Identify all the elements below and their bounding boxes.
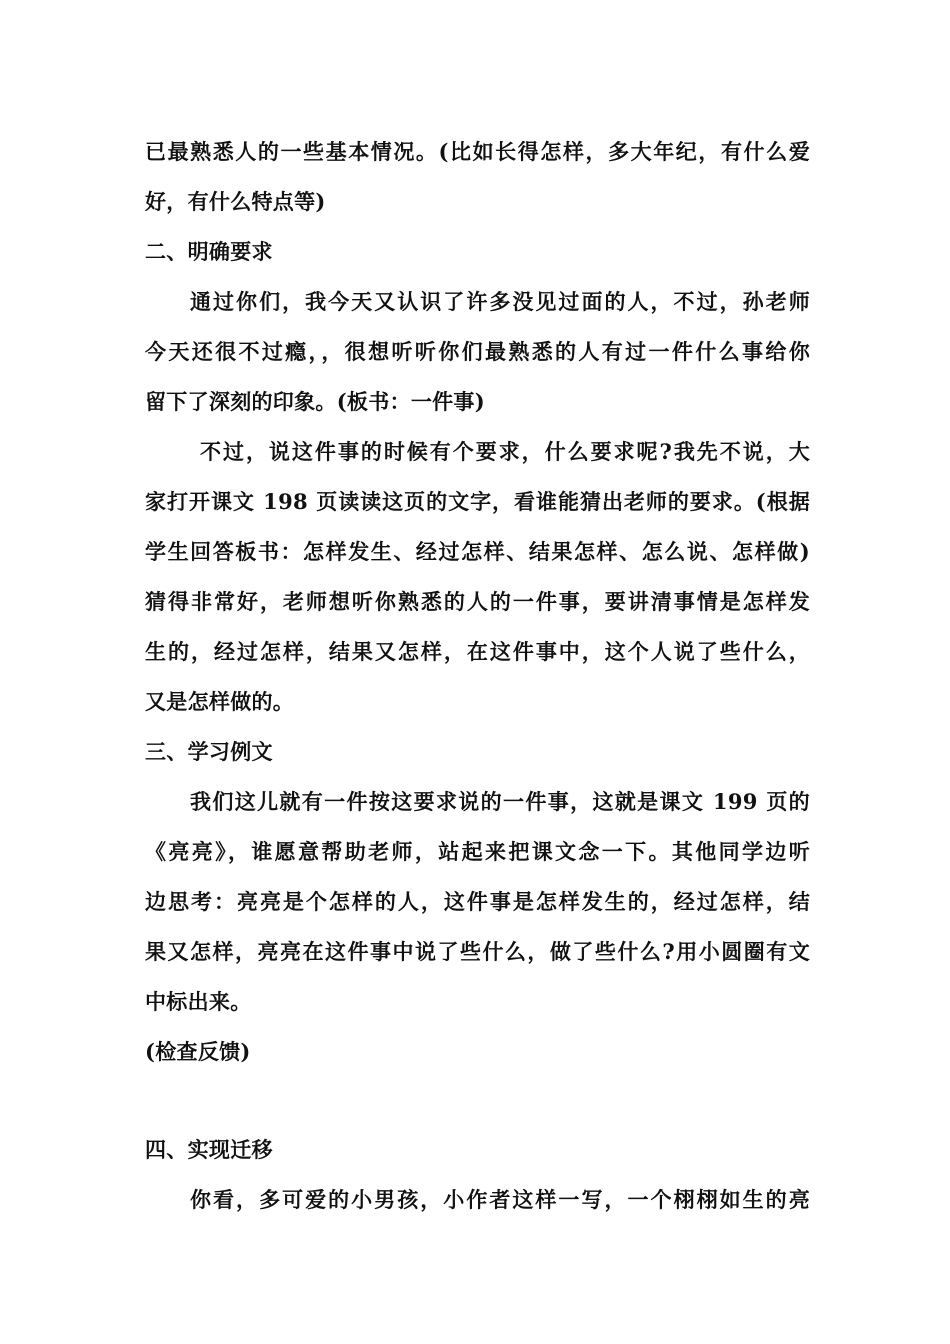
paragraph-line: 果又怎样，亮亮在这件事中说了些什么，做了些什么?用小圆圈有文 xyxy=(145,939,810,964)
paragraph-line: 家打开课文 198 页读读这页的文字，看谁能猜出老师的要求。(根据 xyxy=(145,489,810,514)
paragraph-line: 边思考：亮亮是个怎样的人，这件事是怎样发生的，经过怎样，结 xyxy=(145,889,810,914)
paragraph-line: 留下了深刻的印象。(板书：一件事) xyxy=(145,389,485,414)
paragraph-line: 学生回答板书：怎样发生、经过怎样、结果怎样、怎么说、怎样做) xyxy=(145,539,810,564)
section-heading: 三、学习例文 xyxy=(145,739,273,764)
paragraph-line: 已最熟悉人的一些基本情况。(比如长得怎样，多大年纪，有什么爱 xyxy=(145,139,810,164)
paragraph-line: 你看，多可爱的小男孩，小作者这样一写，一个栩栩如生的亮 xyxy=(190,1187,810,1212)
paragraph-line: (检查反馈) xyxy=(145,1039,251,1064)
paragraph-line: 中标出来。 xyxy=(145,989,252,1014)
paragraph-line: 好，有什么特点等) xyxy=(145,189,326,214)
paragraph-line: 今天还很不过瘾，，很想听听你们最熟悉的人有过一件什么事给你 xyxy=(145,339,810,364)
paragraph-line: 又是怎样做的。 xyxy=(145,689,295,714)
paragraph-line: 通过你们，我今天又认识了许多没见过面的人，不过，孙老师 xyxy=(190,289,810,314)
paragraph-line: 《亮亮》，谁愿意帮助老师，站起来把课文念一下。其他同学边听 xyxy=(145,839,810,864)
section-heading: 二、明确要求 xyxy=(145,239,273,264)
paragraph-line: 我们这儿就有一件按这要求说的一件事，这就是课文 199 页的 xyxy=(190,789,810,814)
paragraph-line: 不过，说这件事的时候有个要求，什么要求呢?我先不说，大 xyxy=(200,439,810,464)
paragraph-line: 生的，经过怎样，结果又怎样，在这件事中，这个人说了些什么， xyxy=(145,639,810,664)
section-heading: 四、实现迁移 xyxy=(145,1137,273,1162)
paragraph-line: 猜得非常好，老师想听你熟悉的人的一件事，要讲清事情是怎样发 xyxy=(145,589,810,614)
